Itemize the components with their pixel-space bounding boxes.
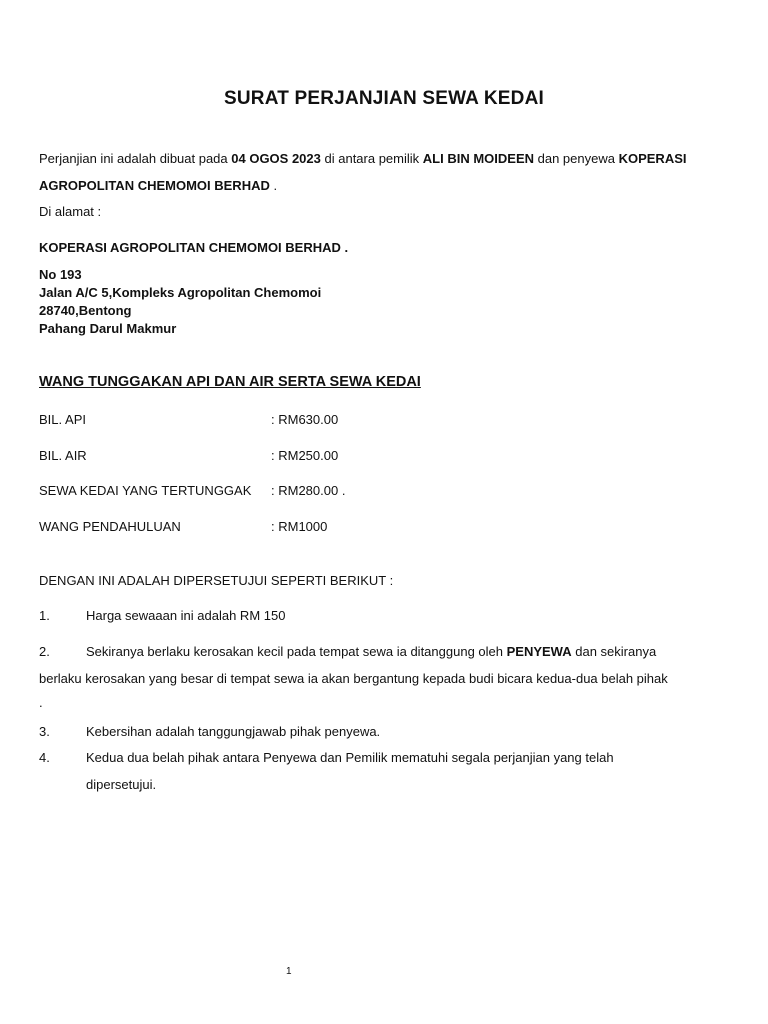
term-number: 4.	[39, 750, 50, 765]
term-text: Kebersihan adalah tanggungjawab pihak penyewa.	[86, 724, 381, 739]
intro-line-2	[39, 178, 277, 193]
term-text-part: dan sekiranya	[571, 644, 657, 659]
term-text: Harga sewaaan ini adalah RM 150	[86, 608, 286, 623]
address-line: Pahang Darul Makmur	[39, 321, 177, 336]
term-text-part: Sekiranya berlaku kerosakan kecil pada tempat sewa ia ditanggung oleh	[86, 644, 507, 659]
intro-text-1: Perjanjian ini adalah dibuat pada	[39, 151, 232, 166]
term-text-continued: dipersetujui.	[86, 777, 157, 792]
arrears-row-label: WANG PENDAHULUAN	[39, 519, 181, 534]
arrears-row-label: BIL. AIR	[39, 448, 87, 463]
term-number: 1.	[39, 608, 50, 623]
arrears-row-value: : RM280.00 .	[271, 483, 346, 498]
owner-name: ALI BIN MOIDEEN	[422, 151, 535, 166]
address-line: No 193	[39, 267, 82, 282]
arrears-row-label: BIL. API	[39, 412, 86, 427]
arrears-row-value: : RM250.00	[271, 448, 339, 463]
terms-heading: DENGAN INI ADALAH DIPERSETUJUI SEPERTI BERIKUT :	[39, 573, 394, 588]
term-number: 3.	[39, 724, 50, 739]
tenant-name-part1: KOPERASI	[618, 151, 687, 166]
arrears-row-value: : RM630.00	[271, 412, 339, 427]
page-number: 1	[286, 966, 292, 977]
arrears-row-label: SEWA KEDAI YANG TERTUNGGAK	[39, 483, 252, 498]
term-number: 2.	[39, 644, 50, 659]
address-label: Di alamat :	[39, 204, 102, 219]
term-text	[86, 644, 656, 659]
arrears-heading: WANG TUNGGAKAN API DAN AIR SERTA SEWA KEDAI	[39, 374, 421, 390]
intro-text-2: di antara pemilik	[320, 151, 423, 166]
term-text-continued: .	[39, 695, 43, 710]
address-line: Jalan A/C 5,Kompleks Agropolitan Chemomoi	[39, 285, 322, 300]
term-text-continued: berlaku kerosakan yang besar di tempat sewa ia akan bergantung kepada budi bicara kedua-dua belah pihak	[39, 671, 668, 686]
intro-text-3: dan penyewa	[534, 151, 619, 166]
intro-text-4: .	[269, 178, 278, 193]
address-block	[39, 266, 321, 338]
address-line: 28740,Bentong	[39, 303, 132, 318]
term-text: Kedua dua belah pihak antara Penyewa dan Pemilik mematuhi segala perjanjian yang telah	[86, 750, 614, 765]
agreement-date: 04 OGOS 2023	[231, 151, 321, 166]
document-title: SURAT PERJANJIAN SEWA KEDAI	[224, 88, 544, 109]
term-emphasis: PENYEWA	[506, 644, 572, 659]
address-name: KOPERASI AGROPOLITAN CHEMOMOI BERHAD .	[39, 240, 349, 255]
tenant-name-part2: AGROPOLITAN CHEMOMOI BERHAD	[39, 178, 270, 193]
arrears-row-value: : RM1000	[271, 519, 328, 534]
intro-line-1	[39, 151, 687, 166]
